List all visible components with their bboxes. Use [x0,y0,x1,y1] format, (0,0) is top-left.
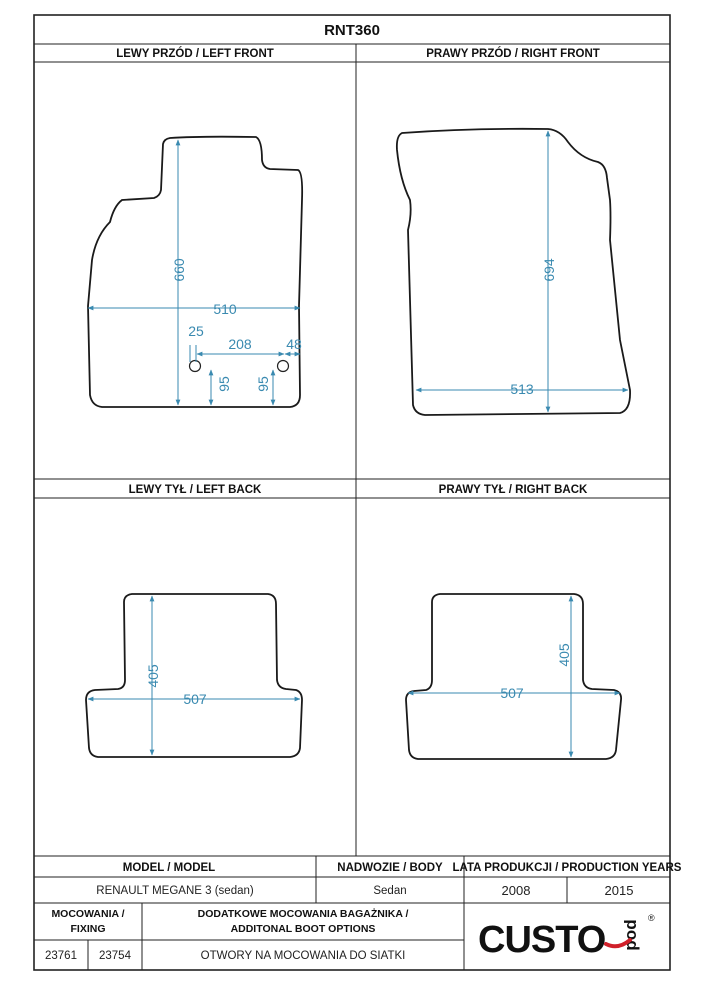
dim-405-right: 405 [556,643,572,667]
left-front-mat [88,137,302,407]
body-header: NADWOZIE / BODY [337,862,443,874]
dim-208: 208 [228,336,252,352]
dim-513: 513 [510,381,534,397]
right-front-mat [397,129,630,415]
page-title: RNT360 [324,22,380,39]
right-back-mat [406,594,621,759]
logo-sub: pod [621,919,640,951]
dim-510: 510 [213,301,237,317]
years-header: LATA PRODUKCJI / PRODUCTION YEARS [452,862,682,874]
right-front-label: PRAWY PRZÓD / RIGHT FRONT [426,48,600,60]
boot-header-line2: ADDITONAL BOOT OPTIONS [230,923,376,935]
fixing-code-2: 23754 [99,950,131,962]
left-front-label: LEWY PRZÓD / LEFT FRONT [116,48,274,60]
fixing-header-line1: MOCOWANIA / [51,908,125,920]
year-from: 2008 [501,883,531,898]
custopod-logo [478,913,655,961]
year-to: 2015 [604,883,634,898]
model-value: RENAULT MEGANE 3 (sedan) [96,885,254,897]
dim-507-left: 507 [183,691,207,707]
boot-value: OTWORY NA MOCOWANIA DO SIATKI [200,950,406,962]
dim-660: 660 [171,258,187,282]
dim-405-left: 405 [145,664,161,688]
right-back-label: PRAWY TYŁ / RIGHT BACK [438,484,588,496]
dim-694: 694 [541,258,557,282]
fixing-hole-left [190,361,201,372]
logo-registered-mark: ® [648,913,655,923]
fixing-header-line2: FIXING [70,923,106,935]
dim-507-right: 507 [500,685,524,701]
model-header: MODEL / MODEL [122,862,216,874]
fixing-hole-right [278,361,289,372]
logo-wordmark: CUSTO [478,919,606,961]
dim-95-b: 95 [255,376,271,392]
body-value: Sedan [373,885,407,897]
left-back-mat [86,594,302,757]
fixing-code-1: 23761 [45,950,77,962]
dim-25: 25 [188,323,204,339]
boot-header-line1: DODATKOWE MOCOWANIA BAGAŻNIKA / [197,908,409,920]
dim-95-a: 95 [216,376,232,392]
left-back-label: LEWY TYŁ / LEFT BACK [128,484,262,496]
dim-48: 48 [286,336,302,352]
